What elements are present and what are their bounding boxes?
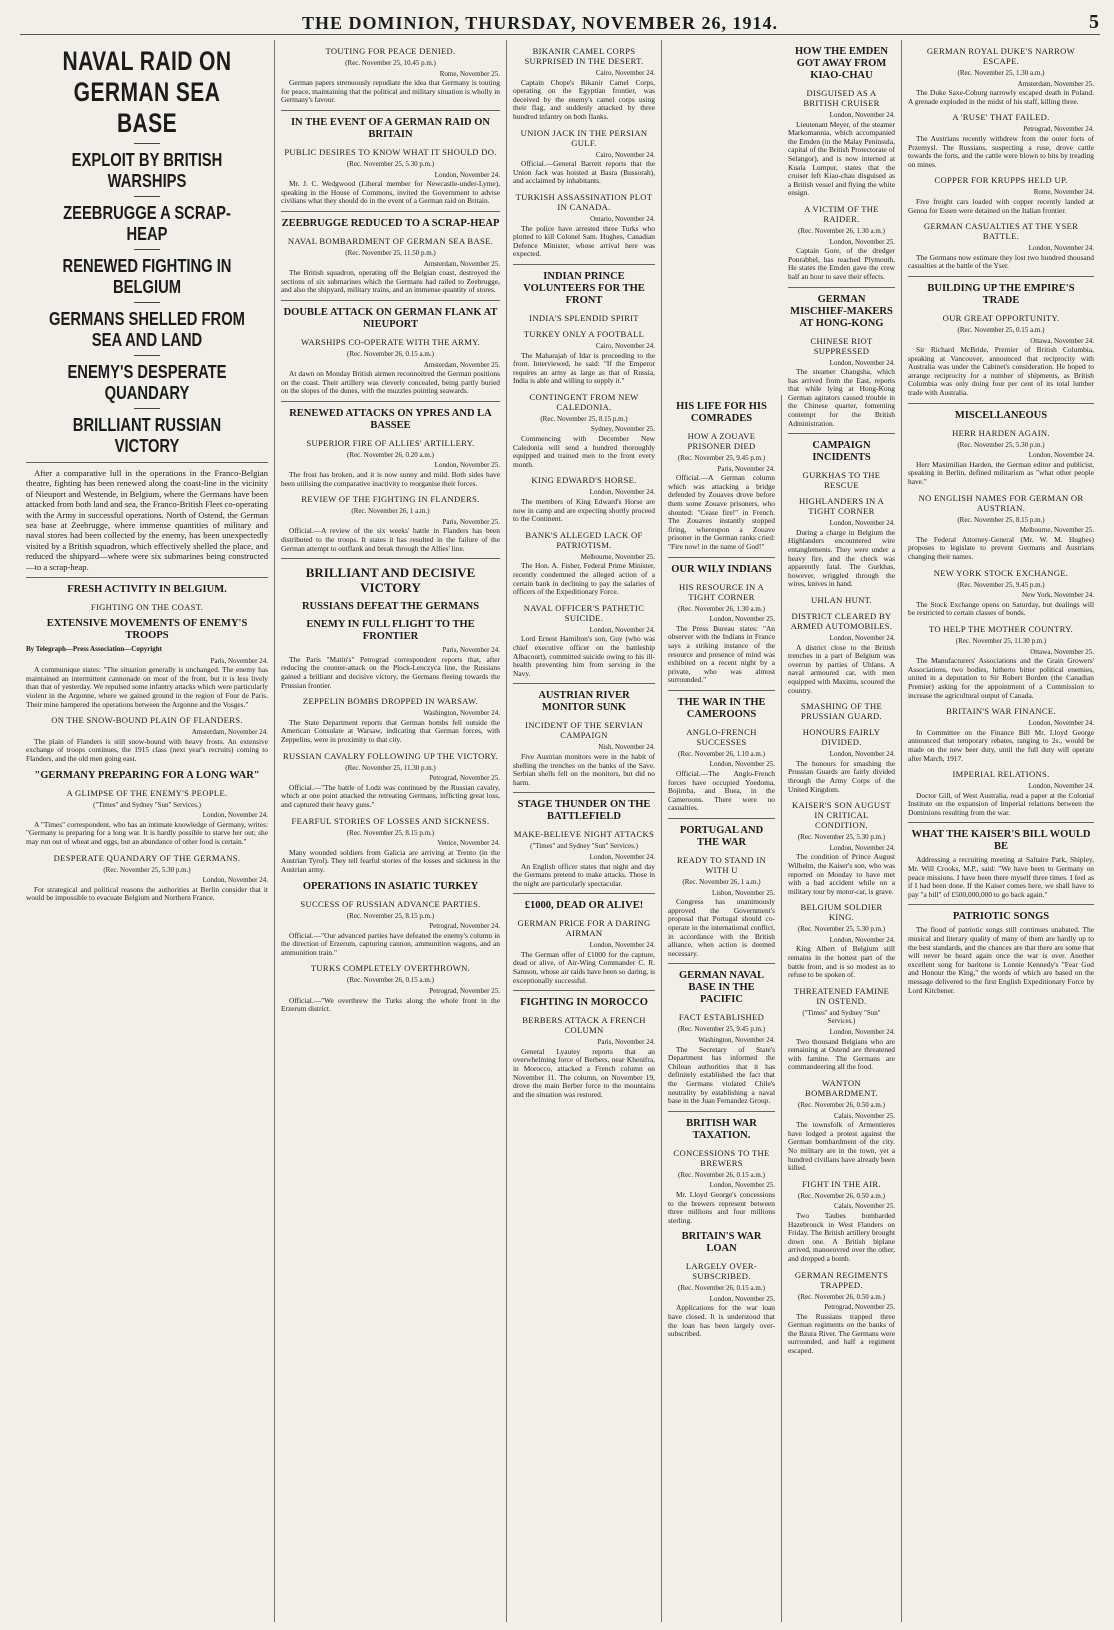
article-text: The members of King Edward's Horse are now in camp and are expecting shortly proceed to the Continent.: [513, 497, 655, 524]
subhead-fighting-coast: FIGHTING ON THE COAST.: [90, 602, 204, 613]
headline-zeebrugge-reduced: ZEEBRUGGE REDUCED TO A SCRAP-HEAP: [281, 217, 500, 229]
subhead-stock-exchange: NEW YORK STOCK EXCHANGE.: [933, 567, 1069, 578]
divider: [134, 143, 160, 144]
headline-russian-victory: BRILLIANT RUSSIAN VICTORY: [72, 415, 222, 456]
dateline: London, November 24.: [589, 625, 655, 634]
subhead-fearful-stories: FEARFUL STORIES OF LOSSES AND SICKNESS.: [291, 815, 490, 826]
dateline: Cairo, November 24.: [595, 69, 655, 77]
article-text: An English officer states that night and day the Germans pretend to make attacks. Those in the night are particularly spectacular.: [513, 861, 655, 888]
subhead-chinese-riot: CHINESE RIOT SUPPRESSED: [810, 335, 873, 356]
headline-war-loan: BRITAIN'S WAR LOAN: [681, 1231, 762, 1255]
dateline: London, November 24.: [829, 519, 895, 528]
dateline: Petrograd, November 25.: [429, 774, 500, 783]
dateline: London, November 24.: [434, 170, 500, 179]
dateline: Petrograd, November 25.: [429, 987, 500, 996]
article-text: Official.—A review of the six weeks' battle in Flanders has been distributed to the troops. It states it has resulted in the failure of the German attempt to outflank and break through the Allies' line.: [281, 526, 500, 553]
dateline: London, November 24.: [1028, 244, 1094, 253]
article-text: General Lyautey reports that an overwhelming force of Berbers, near Khenifra, in Morocco, attacked a French column on November 11. The column, on November 19, drove the main Berber force to the mountains and the situation was restored.: [513, 1046, 655, 1099]
headline-yser-casualties: GERMAN CASUALTIES AT THE YSER BATTLE.: [923, 221, 1079, 242]
headline-copper-krupps: COPPER FOR KRUPPS HELD UP.: [934, 175, 1068, 186]
article-text: The plain of Flanders is still snow-bound with heavy frosts. An extensive exchange of troops continues, the 1915 class (next year's recruits) coming to Flanders, and the old men going east.: [26, 736, 268, 763]
article-text: Official.—"We overthrew the Turks along the whole front in the Erzerum district.: [281, 995, 500, 1014]
received-line: (Rec. November 25, 8.15 p.m.): [346, 828, 435, 837]
dateline: Paris, November 24.: [210, 656, 268, 665]
subhead-zouave: HOW A ZOUAVE PRISONER DIED: [687, 431, 756, 451]
article-text: Mr. Lloyd George's concessions to the brewers represent between three millions and four millions sterling.: [668, 1189, 775, 1225]
divider: [668, 557, 775, 558]
subhead-night-attacks: MAKE-BELIEVE NIGHT ATTACKS: [513, 829, 655, 840]
headline-patriotic-songs: PATRIOTIC SONGS: [952, 911, 1050, 923]
subhead-wanton-bombardment: WANTON BOMBARDMENT.: [805, 1078, 878, 1098]
divider: [134, 302, 160, 303]
received-line: (Rec. November 26, 1 a.m.): [351, 507, 430, 516]
subhead-regiments-trapped: GERMAN REGIMENTS TRAPPED.: [794, 1269, 889, 1290]
subhead-superior-fire: SUPERIOR FIRE OF ALLIES' ARTILLERY.: [306, 437, 475, 448]
byline: By Telegraph—Press Association—Copyright: [26, 645, 162, 654]
headline-stage-thunder: STAGE THUNDER ON THE BATTLEFIELD: [517, 799, 651, 823]
headline-morocco: FIGHTING IN MOROCCO: [520, 997, 648, 1009]
headline-cameroons: THE WAR IN THE CAMEROONS: [677, 696, 766, 720]
article-text: For strategical and political reasons the authorities at Berlin consider that it would be impossible to evacuate Belgium and Northern France.: [26, 884, 268, 903]
dateline: Petrograd, November 25.: [824, 1303, 895, 1312]
service-line: ("Times" and Sydney "Sun" Services.): [530, 842, 638, 851]
divider: [513, 990, 655, 991]
article-text: Lord Ernest Hamilton's son, Guy (who was chief executive officer on the battleship Albacourt), committed suicide owing to his ill-health preventing him from serving in the Navy.: [513, 634, 655, 678]
headline-union-jack: UNION JACK IN THE PERSIAN GULF.: [520, 127, 648, 148]
article-text: The Hon. A. Fisher, Federal Prime Minister, recently condemned the alleged action of a certain bank in declining to pay the salaries of officers of the Expeditionary Force.: [513, 561, 655, 597]
received-line: (Rec. November 25, 8.15 p.m.): [540, 414, 628, 423]
subhead-brewers: CONCESSIONS TO THE BREWERS: [673, 1147, 770, 1168]
dateline: Amsterdam, November 24.: [191, 728, 268, 737]
dateline: London, November 24.: [202, 811, 268, 820]
subhead-naval-bombardment: NAVAL BOMBARDMENT OF GERMAN SEA BASE.: [287, 235, 494, 246]
received-line: (Rec. November 26, 0.50 a.m.): [798, 1292, 885, 1301]
article-text: The Stock Exchange opens on Saturday, but dealings will be restricted to certain classes of bonds.: [908, 599, 1094, 618]
subhead-imperial-relations: IMPERIAL RELATIONS.: [952, 769, 1050, 780]
dateline: Lisbon, November 25.: [712, 888, 775, 897]
received-line: (Rec. November 26, 0.20 a.m.): [347, 450, 434, 459]
article-text: The Germans now estimate they lost two hundred thousand casualties at the battle of the Yser.: [908, 252, 1094, 271]
article-text: The condition of Prince August Wilhelm, the Kaiser's son, who was reported on Monday to have met with a bad accident while on a military tour by motor-car, is grave.: [788, 852, 895, 896]
article-text: The Federal Attorney-General (Mr. W. M. Hughes) proposes to legislate to prevent Germans and Austrians changing their names.: [908, 534, 1094, 561]
dateline: Venice, November 24.: [437, 839, 500, 848]
article-text: The honours for smashing the Prussian Guards are fairly divided through the Army Corps of the United Kingdom.: [788, 758, 895, 794]
divider: [513, 792, 655, 793]
divider: [908, 904, 1094, 905]
dateline: London, November 25.: [829, 237, 895, 246]
subhead-servian-campaign: INCIDENT OF THE SERVIAN CAMPAIGN: [525, 720, 643, 741]
received-line: (Rec. November 25, 8.15 p.m.): [957, 515, 1045, 524]
article-text: Captain Chope's Bikanir Camel Corps, operating on the Egyptian frontier, was deceived by the enemy's camel corps using their flag, and suddenly attacked by three hundred infantry on both flanks.: [513, 77, 655, 121]
received-line: (Rec. November 25, 9.45 p.m.): [677, 1025, 766, 1034]
divider: [26, 577, 268, 578]
column-2: [275, 40, 507, 1622]
dateline: Amsterdam, November 25.: [423, 360, 500, 369]
divider: [908, 403, 1094, 404]
article-text: Sir Richard McBride, Premier of British Columbia, speaking at Vancouver, announced that reciprocity with Australia was under the Cabinet's consideration. He hoped to arrange reciprocity for a number of shipments, as British Columbia was only doing four per cent of its total lumber trade with Australia.: [908, 345, 1094, 398]
dateline: London, November 24.: [829, 1028, 895, 1037]
dateline: London, November 25.: [709, 760, 775, 769]
subhead-resource: HIS RESOURCE IN A TIGHT CORNER: [678, 581, 765, 602]
headline-assassination-plot: TURKISH ASSASSINATION PLOT IN CANADA.: [515, 191, 653, 212]
received-line: (Rec. November 25, 8.15 p.m.): [346, 911, 435, 920]
headline-empires-trade: BUILDING UP THE EMPIRE'S TRADE: [927, 282, 1075, 306]
article-text: Five Austrian monitors were in the habit of shelling the trenches on the banks of the Save. Serbian shells fell on the monitors, but did no harm.: [513, 751, 655, 787]
article-text: Many wounded soldiers from Galicia are arriving at Trento (in the Austrian Tyrol). They tell fearful stories of the losses and sickness in the Austrian army.: [281, 847, 500, 874]
received-line: (Rec. November 25, 11.30 p.m.): [955, 636, 1047, 645]
divider: [281, 300, 500, 301]
headline-emden: HOW THE EMDEN GOT AWAY FROM KIAO-CHAU: [795, 46, 888, 81]
column-6: [902, 40, 1100, 1622]
headline-naval-base-pacific: GERMAN NAVAL BASE IN THE PACIFIC: [678, 970, 765, 1006]
headline-extensive-movements: EXTENSIVE MOVEMENTS OF ENEMY'S TROOPS: [46, 618, 248, 642]
headline-dead-or-alive: £1000, DEAD OR ALIVE!: [524, 900, 644, 912]
masthead-title: THE DOMINION, THURSDAY, NOVEMBER 26, 1914.: [302, 13, 778, 33]
article-text: The townsfolk of Armentieres have lodged a protest against the German bombardment of the city. No military are in the town, yet a hundred civilians have already been killed.: [788, 1120, 895, 1173]
subhead-snow-bound: ON THE SNOW-BOUND PLAIN OF FLANDERS.: [51, 715, 243, 726]
headline-naval-raid: NAVAL RAID ON GERMAN SEA BASE: [62, 46, 232, 138]
received-line: (Rec. November 25, 5.30 p.m.): [346, 159, 435, 168]
article-text: Five freight cars loaded with copper recently landed at Genoa for Essen were detained on the Italian frontier.: [908, 196, 1094, 215]
headline-ruse: A 'RUSE' THAT FAILED.: [952, 112, 1050, 123]
subhead-desperate-quandary: DESPERATE QUANDARY OF THE GERMANS.: [53, 852, 241, 863]
subhead-honours: HONOURS FAIRLY DIVIDED.: [802, 727, 881, 748]
received-line: (Rec. November 26, 1.30 a.m.): [678, 604, 765, 613]
headline-touting-peace: TOUTING FOR PEACE DENIED.: [325, 46, 456, 56]
subhead-fact-established: FACT ESTABLISHED: [678, 1012, 765, 1023]
article-text: Official.—"The battle of Lodz was continued by the Russian cavalry, which at one point attacked the retreating Germans, inflicting great loss, and captured their heavy guns.": [281, 782, 500, 809]
article-text: Two thousand Belgians who are remaining at Ostend are threatened with famine. The Germans are commandeering all the food.: [788, 1036, 895, 1072]
divider: [788, 433, 895, 434]
subhead-prussian-guard: SMASHING OF THE PRUSSIAN GUARD.: [800, 701, 883, 722]
headline-german-raid: IN THE EVENT OF A GERMAN RAID ON BRITAIN: [290, 116, 491, 140]
headline-desperate-quandary: ENEMY'S DESPERATE QUANDARY: [67, 362, 227, 403]
received-line: (Rec. November 25, 9.45 p.m.): [677, 454, 766, 462]
headline-miscellaneous: MISCELLANEOUS: [954, 409, 1048, 421]
article-text: Mr. J. C. Wedgwood (Liberal member for Newcastle-under-Lyme), speaking in the House of Commons, invited the Government to advise civilians what they should do in the event of a German raid on Britain.: [281, 179, 500, 206]
article-text: The Press Bureau states: "An observer with the Indians in France says a striking instance of the resource and presence of mind was exhibited on a recent night by a private, who was almost surrounded.": [668, 623, 775, 685]
headline-zeebrugge: ZEEBRUGGE A SCRAP-HEAP: [63, 203, 231, 244]
dateline: Ottawa, November 24.: [1030, 336, 1094, 345]
article-text: The flood of patriotic songs still continues unabated. The musical and literary quality of many of them are hardly up to the best standards, and the chances are that there are some that will never be heard again once the war is over. Another excellent song for baritone is Lonnie Kennedy's "Fear God and Honour the King," the words of which are based on the message delivered to the first English Expeditionary Force by Lord Kitchener.: [908, 925, 1094, 995]
received-line: (Rec. November 26, 0.15 a.m.): [347, 349, 434, 358]
dateline: London, November 24.: [829, 634, 895, 642]
article-text: Two Taubes bombarded Hazebrouck in West Flanders on Friday. The British artillery brought down one. A British biplane arrived, manoeuvred over the other, and dropped a bomb.: [788, 1210, 895, 1263]
subhead-kaisers-son: KAISER'S SON AUGUST IN CRITICAL CONDITION.: [792, 800, 891, 831]
headline-campaign-incidents: CAMPAIGN INCIDENTS: [812, 440, 871, 464]
article-text: At dawn on Monday British airmen reconnoitred the German positions on the coast. Their artillery was cleverly concealed, being partly buried on the slopes of the dunes, with the muzzles pointing seawards.: [281, 369, 500, 396]
column-3: [507, 40, 662, 1622]
divider: [513, 264, 655, 265]
masthead: [20, 8, 1100, 35]
article-text: The Paris "Matin's" Petrograd correspondent reports that, after reducing the counter-attack on the Plock-Lenczyca line, the Russians gained a brilliant and decisive victory, the Germans fleeing towards the Prussian frontier.: [281, 654, 500, 690]
subhead-fight-in-air: FIGHT IN THE AIR.: [802, 1178, 881, 1189]
dateline: Rome, November 24.: [1033, 188, 1094, 197]
dateline: London, November 24.: [829, 750, 895, 759]
article-text: A communique states: "The situation generally is unchanged. The enemy has maintained an intermittent cannonade on most of the front, but it is less lively than that of yesterday. We repulsed some infantry attacks which were particularly violent in the Argonne, where we gained ground in the region of Four de Paris. Their mine hampered the operations between the Argonne and the Vosges.": [26, 665, 268, 709]
received-line: (Rec. November 25, 5.30 p.m.): [797, 925, 886, 934]
headline-fresh-activity: FRESH ACTIVITY IN BELGIUM.: [67, 584, 227, 596]
dateline: London, November 25.: [434, 461, 500, 470]
divider: [668, 818, 775, 819]
received-line: (Rec. November 25, 0.15 a.m.): [957, 325, 1045, 334]
headline-his-life: HIS LIFE FOR HIS COMRADES: [676, 401, 767, 424]
dateline: Paris, November 24.: [597, 1038, 655, 1047]
divider: [668, 690, 775, 691]
headline-full-flight: ENEMY IN FULL FLIGHT TO THE FRONTIER: [306, 619, 475, 643]
dateline: Calais, November 25.: [833, 1202, 895, 1211]
subhead-russian-advance: SUCCESS OF RUSSIAN ADVANCE PARTIES.: [300, 898, 481, 909]
dateline: London, November 25.: [709, 615, 775, 624]
subhead-gurkhas: GURKHAS TO THE RESCUE: [802, 470, 881, 491]
article-text: Lieutenant Meyer, of the steamer Markomannia, which accompanied the Emden (in the Malay Peninsula, capital of the British Protectorate of Selangor), and is now interned at Kuala Lumpur, states that the cruiser left Kiao-chau disguised as a British vessel and flying the white ensign.: [788, 119, 895, 198]
headline-long-war: "GERMANY PREPARING FOR A LONG WAR": [34, 769, 260, 781]
subhead-russian-cavalry: RUSSIAN CAVALRY FOLLOWING UP THE VICTORY.: [282, 750, 499, 761]
subhead-disguised: DISGUISED AS A BRITISH CRUISER: [803, 88, 880, 108]
received-line: (Rec. November 25, 11.50 p.m.): [345, 248, 436, 257]
received-line: (Rec. November 25, 5.30 p.m.): [103, 865, 191, 874]
article-text: Official.—The Anglo-French forces have occupied Yoedoma, Bojimba, and Buea, in the Cameroons. There were no casualties.: [668, 769, 775, 813]
subhead-great-opportunity: OUR GREAT OPPORTUNITY.: [942, 312, 1060, 323]
dateline: London, November 24.: [829, 111, 895, 119]
subhead-naval-suicide: NAVAL OFFICER'S PATHETIC SUICIDE.: [523, 602, 645, 623]
divider: [281, 110, 500, 111]
divider: [513, 683, 655, 684]
headline-indian-prince: INDIAN PRINCE VOLUNTEERS FOR THE FRONT: [523, 270, 645, 306]
service-line: ("Times" and Sydney "Sun" Services.): [802, 1008, 881, 1026]
subhead-glimpse: A GLIMPSE OF THE ENEMY'S PEOPLE.: [66, 787, 228, 798]
subhead-herr-harden: HERR HARDEN AGAIN.: [952, 427, 1050, 438]
dateline: Cairo, November 24.: [595, 341, 655, 350]
divider: [281, 211, 500, 212]
subhead-highlanders: HIGHLANDERS IN A TIGHT CORNER: [798, 496, 884, 517]
headline-monitor-sunk: AUSTRIAN RIVER MONITOR SUNK: [538, 690, 630, 714]
service-line: ("Times" and Sydney "Sun" Services.): [93, 800, 201, 809]
subhead-new-caledonia: CONTINGENT FROM NEW CALEDONIA.: [529, 391, 639, 412]
dateline: Calais, November 25.: [833, 1111, 895, 1120]
article-text: The Austrians recently withdrew from the outer forts of Przemysl. The Russians, suspecting a ruse, drove cattle towards the forts, and the cattle were blown to bits by treading on mines.: [908, 133, 1094, 169]
dateline: New York, November 24.: [1022, 591, 1094, 600]
subhead-anglo-french: ANGLO-FRENCH SUCCESSES: [686, 726, 757, 747]
dateline: Cairo, November 24.: [595, 150, 655, 159]
headline-hong-kong: GERMAN MISCHIEF-MAKERS AT HONG-KONG: [790, 293, 893, 329]
subhead-district-cleared: DISTRICT CLEARED BY ARMED AUTOMOBILES.: [790, 611, 893, 631]
dateline: London, November 24.: [829, 935, 895, 944]
dateline: London, November 25.: [709, 1294, 775, 1303]
article-text: The Duke Saxe-Coburg narrowly escaped death in Poland. A grenade exploded in the midst of his staff, killing three.: [908, 88, 1094, 106]
dateline: Washington, November 24.: [423, 709, 500, 718]
dateline: London, November 24.: [589, 852, 655, 861]
article-text: The Manufacturers' Associations and the Grain Growers' Associations, two bodies, hitherto bitter political enemies, united in a deputation to Sir Robert Borden (the Canadian Premier) asking for the appointment of a Commission to increase the agricultural output of Canada.: [908, 656, 1094, 700]
subhead-daring-airman: GERMAN PRICE FOR A DARING AIRMAN: [517, 918, 651, 939]
divider: [513, 893, 655, 894]
dateline: London, November 24.: [1028, 719, 1094, 728]
dateline: London, November 24.: [1028, 782, 1094, 791]
subhead-bank-patriotism: BANK'S ALLEGED LACK OF PATRIOTISM.: [525, 529, 643, 550]
headline-germans-shelled: GERMANS SHELLED FROM SEA AND LAND: [48, 309, 245, 350]
subhead-turkey-football: TURKEY ONLY A FOOTBALL: [523, 328, 645, 339]
dateline: London, November 24.: [589, 941, 655, 950]
article-text: Herr Maximilian Harden, the German editor and publicist, speaking in Berlin, defined militarism as "what other people have.": [908, 459, 1094, 487]
dateline: London, November 24.: [589, 488, 655, 497]
headline-exploit: EXPLOIT BY BRITISH WARSHIPS: [71, 150, 223, 191]
article-text: Applications for the war loan have closed. It is understood that the loan has been largely over-subscribed.: [668, 1303, 775, 1339]
dateline: London, November 24.: [1028, 451, 1094, 460]
divider: [668, 1111, 775, 1112]
headline-renewed-attacks: RENEWED ATTACKS ON YPRES AND LA BASSEE: [289, 407, 492, 431]
article-text: Congress has unanimously approved the Government's proposal that Portugal should co-operate in the international conflict, in accordance with the British alliance, when action is deemed necessary.: [668, 897, 775, 958]
headline-kaisers-bill: WHAT THE KAISER'S BILL WOULD BE: [911, 829, 1091, 853]
received-line: (Rec. November 26, 1.10 a.m.): [678, 749, 765, 758]
headline-russians-defeat: RUSSIANS DEFEAT THE GERMANS: [301, 601, 480, 613]
article-text: The State Department reports that German bombs fell outside the American Consulate at Warsaw, indicating that German forces, with Zeppelins, were in proximity to that city.: [281, 717, 500, 744]
headline-double-attack: DOUBLE ATTACK ON GERMAN FLANK AT NIEUPORT: [283, 306, 498, 330]
divider: [134, 196, 160, 197]
dateline: London, November 24.: [829, 358, 895, 367]
dateline: Ontario, November 24.: [590, 214, 655, 223]
received-line: (Rec. November 26, 0.50 a.m.): [798, 1191, 885, 1200]
divider: [281, 558, 500, 559]
column-4: [662, 395, 782, 1622]
divider: [908, 822, 1094, 823]
dateline: Nish, November 24.: [598, 743, 655, 752]
subhead-berbers: BERBERS ATTACK A FRENCH COLUMN: [522, 1015, 646, 1036]
headline-wily-indians: OUR WILY INDIANS: [671, 563, 772, 575]
received-line: (Rec. November 25, 11.30 p.m.): [345, 763, 436, 772]
received-line: (Rec. November 26, 1.30 a.m.): [798, 226, 885, 235]
subhead-famine-ostend: THREATENED FAMINE IN OSTEND.: [793, 985, 890, 1006]
subhead-zeppelin-bombs: ZEPPELIN BOMBS DROPPED IN WARSAW.: [302, 696, 479, 707]
received-line: (Rec. November 26, 0.15 a.m.): [678, 1284, 765, 1293]
article-text: Commencing with December New Caledonia will send a hundred thoroughly equipped and trained men to the front every month.: [513, 434, 655, 469]
article-text: A "Times" correspondent, who has an intimate knowledge of Germany, writes: "Germany is preparing for a long war. It is hardly possible to starve her out; she may run out of wheat and eggs, but an abundance of other food is certain.": [26, 819, 268, 846]
dateline: Sydney, November 25.: [590, 425, 655, 434]
divider: [134, 355, 160, 356]
subhead-war-finance: BRITAIN'S WAR FINANCE.: [946, 706, 1056, 717]
page-number: 5: [1089, 11, 1100, 33]
dateline: Amsterdam, November 25.: [423, 259, 500, 268]
article-text: Doctor Gill, of West Australia, read a paper at the Colonial Institute on the expansion of Imperial relations between the Dominions resulting from the war.: [908, 790, 1094, 817]
divider: [134, 249, 160, 250]
article-text: The police have arrested three Turks who plotted to kill Colonel Sam. Hughes, Canadian Defence Minister, whose arrival here was expected.: [513, 223, 655, 259]
dateline: Petrograd, November 24.: [1023, 125, 1094, 134]
lead-paragraph: After a comparative lull in the operations in the Franco-Belgian theatre, fighting has been renewed along the coast-line in the vicinity of Nieuport and Westende, in Belgium, where the Germans have been attacked from both land and sea, the Franco-British Fleet co-operating with the Army in successful operations. North of Ostend, the German sea base at Zeebrugge, where immense quantities of military and naval stores had been collected by the enemy, has been unexpectedly visited by a British squadron, which effectively shelled the place, and reduced the shipyard—where were six submarines being constructed—to a scrap-heap.: [26, 468, 268, 572]
received-line: (Rec. November 26, 0.15 a.m.): [678, 1170, 765, 1179]
dateline: Paris, November 25.: [442, 517, 500, 526]
dateline: Paris, November 24.: [717, 464, 775, 473]
received-line: (Rec. November 25, 1.30 a.m.): [957, 69, 1045, 77]
article-text: Official.—General Barrett reports that the Union Jack was hoisted at Basra (Bussorah), and acclaimed by inhabitants.: [513, 159, 655, 186]
received-line: (Rec. November 26, 1 a.m.): [682, 878, 761, 887]
subhead-turks-overthrown: TURKS COMPLETELY OVERTHROWN.: [310, 963, 471, 974]
divider: [788, 287, 895, 288]
subhead-king-edwards-horse: KING EDWARD'S HORSE.: [531, 475, 637, 486]
subhead-english-names: NO ENGLISH NAMES FOR GERMAN OR AUSTRIAN.: [918, 492, 1084, 513]
article-text: Official.—A German column which was attacking a bridge defended by Zouaves drove before them some Zouave prisoners, who shouted: "Cease fire!" in French. The Zouaves instantly stopped firing, whereupon a Zouave prisoner in the German ranks cried: "Fire now! in the name of God!": [668, 473, 775, 551]
subhead-mother-country: TO HELP THE MOTHER COUNTRY.: [928, 623, 1074, 634]
article-text: The frost has broken, and it is now sunny and mild. Both sides have been utilising the comparative inactivity to reorganise their forces.: [281, 470, 500, 488]
received-line: (Rec. November 26, 0.50 a.m.): [798, 1101, 885, 1109]
dateline: Paris, November 24.: [442, 646, 500, 655]
subhead-splendid-spirit: INDIA'S SPLENDID SPIRIT: [529, 312, 639, 323]
subhead-victim-raider: A VICTIM OF THE RAIDER.: [804, 203, 879, 224]
article-text: The Russians trapped three German regiments on the banks of the Bzura River. The Germans were surrounded, and half a regiment escaped.: [788, 1311, 895, 1356]
subhead-public-desires: PUBLIC DESIRES TO KNOW WHAT IT SHOULD DO.: [284, 146, 497, 157]
article-text: German papers strenuously repudiate the idea that Germany is touting for peace, maintaining that the political and military situation is wholly in Germany's favour.: [281, 78, 500, 105]
column-5: [782, 40, 902, 1622]
headline-renewed-fighting: RENEWED FIGHTING IN BELGIUM: [62, 256, 232, 297]
dateline: Ottawa, November 25.: [1030, 647, 1094, 656]
column-1: [20, 40, 275, 1622]
article-text: Addressing a recruiting meeting at Saltaire Park, Shipley, Mr. Will Crooks, M.P., said: "We have been to Germany on peace missions. I have been there myself three times. I feel as if I had been done. If the Kaiser comes here, we shall have to pay "a bill" of £500,000,000 to go back again.": [908, 855, 1094, 899]
divider: [26, 462, 268, 463]
dateline: London, November 24.: [829, 843, 895, 852]
dateline: London, November 25.: [709, 1181, 775, 1190]
dateline: Amsterdam, November 25.: [1017, 79, 1094, 88]
divider: [134, 408, 160, 409]
headline-portugal: PORTUGAL AND THE WAR: [679, 825, 764, 849]
subhead-review-flanders: REVIEW OF THE FIGHTING IN FLANDERS.: [301, 494, 480, 505]
received-line: (Rec. November 26, 0.15 a.m.): [347, 976, 434, 985]
article-text: The Secretary of State's Department has informed the Chilean authorities that it has definitely established the fact that the Germans violated Chile's neutrality by establishing a naval base in the Juan Fernandez Group.: [668, 1044, 775, 1106]
subhead-uhlan-hunt: UHLAN HUNT.: [811, 595, 872, 605]
article-text: A district close to the British trenches in a part of Belgium was overrun by parties of Uhlans. A naval armoured car, with men equipped with Maxims, scoured the country.: [788, 642, 895, 695]
divider: [908, 276, 1094, 277]
received-line: (Rec. November 25, 5.30 p.m.): [957, 440, 1045, 449]
article-text: Captain Gore, of the dredger Ponrabbel, has reached Plymouth. He states the Emden gave the crew half an hour to save their effects.: [788, 246, 895, 281]
dateline: Melbourne, November 25.: [580, 552, 655, 561]
article-text: The German offer of £1000 for the capture, dead or alive, of Air-Wing Commander C. R. Samson, whose air raids have been so daring, is exceptionally successful.: [513, 949, 655, 985]
divider: [281, 401, 500, 402]
received-line: (Rec. November 25, 9.45 p.m.): [957, 580, 1045, 589]
headline-war-taxation: BRITISH WAR TAXATION.: [686, 1117, 757, 1141]
subhead-over-subscribed: LARGELY OVER-SUBSCRIBED.: [685, 1261, 758, 1282]
dateline: London, November 24.: [202, 876, 268, 885]
article-text: King Albert of Belgium still remains in the hottest part of the battle front, and is so modest as to refuse to be spoken of.: [788, 944, 895, 980]
headline-brilliant-victory: BRILLIANT AND DECISIVE VICTORY: [305, 565, 476, 596]
article-text: The Maharajah of Idar is proceeding to the front. Interviewed, he said: "If the Emperor requires an army as large as that of Russia, India is able and willing to supply it.": [513, 350, 655, 386]
dateline: Melbourne, November 25.: [1019, 526, 1094, 535]
headline-asiatic-turkey: OPERATIONS IN ASIATIC TURKEY: [302, 880, 479, 892]
dateline: Washington, November 24.: [698, 1035, 775, 1044]
dateline: Petrograd, November 24.: [429, 922, 500, 931]
article-text: In Committee on the Finance Bill Mr. Lloyd George announced that temporary rebates, ranging to 2s., would be made on the new beer duty, until the full duty will operate after March, 1917.: [908, 727, 1094, 763]
received-line: (Rec. November 25, 5.30 p.m.): [797, 833, 886, 842]
subhead-warships-cooperate: WARSHIPS CO-OPERATE WITH THE ARMY.: [301, 336, 480, 347]
dateline: Rome, November 25.: [439, 69, 500, 78]
headline-royal-duke: GERMAN ROYAL DUKE'S NARROW ESCAPE.: [926, 46, 1076, 66]
article-text: Official.—"Our advanced parties have defeated the enemy's column in the direction of Erzerum, capturing cannon, ammunition wagons, and an ammunition train.": [281, 930, 500, 957]
article-text: The British squadron, operating off the Belgian coast, destroyed the sections of six submarines which the Germans had railed to Zeebrugge, and also the shipyard, military trains, and an immense quantity of stores.: [281, 268, 500, 295]
article-text: The steamer Changsha, which has arrived from the East, reports that while lying at Hong-Kong German agitators caused trouble in the Chinese quarter, fomenting contempt for the British Administration.: [788, 367, 895, 428]
headline-bikanir: BIKANIR CAMEL CORPS SURPRISED IN THE DESERT.: [524, 46, 644, 66]
received-line: (Rec. November 25, 10.45 p.m.): [345, 59, 436, 67]
divider: [668, 963, 775, 964]
subhead-ready-to-stand: READY TO STAND IN WITH U: [677, 855, 766, 876]
subhead-soldier-king: BELGIUM SOLDIER KING.: [800, 902, 883, 923]
article-text: During a charge in Belgium the Highlanders encountered wire entanglements. They were under a heavy fire, and the check was apparently fatal. The Gurkhas, however, wriggled through the wires, knives in hand.: [788, 527, 895, 589]
